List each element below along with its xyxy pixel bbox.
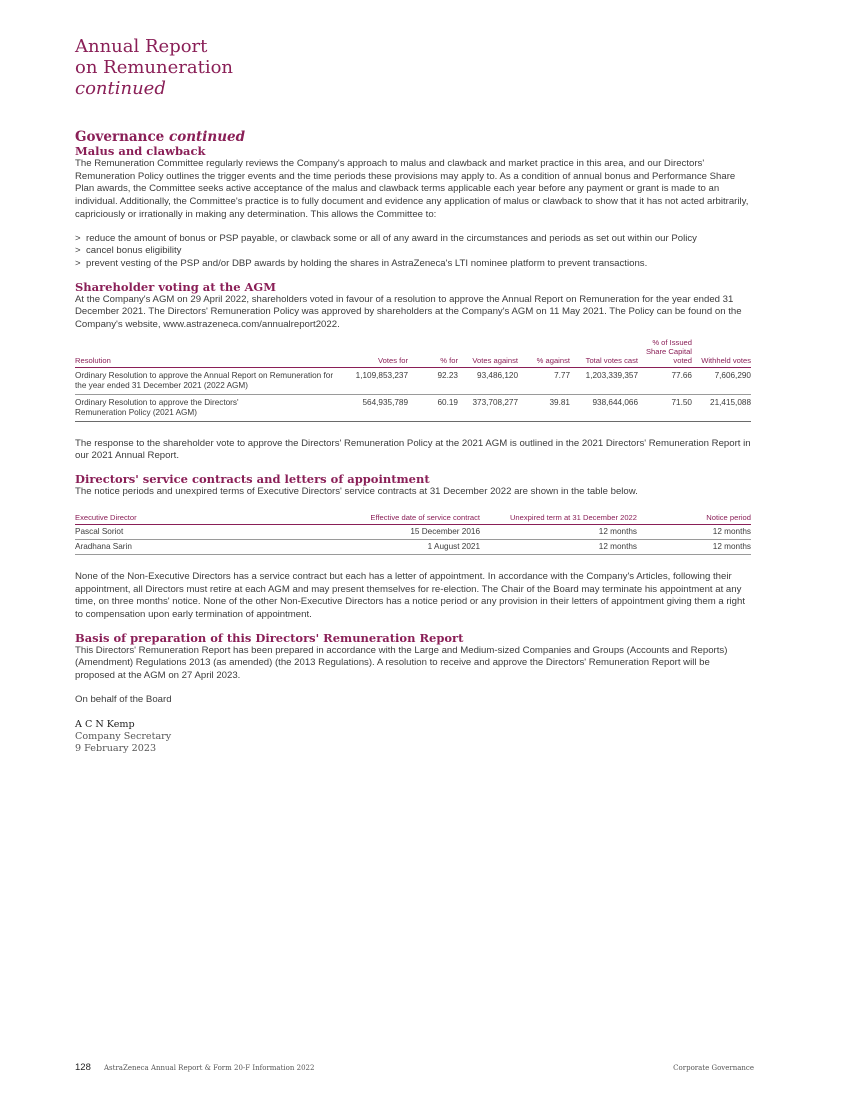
signatory-role: Company Secretary [75, 731, 172, 743]
list-item: > cancel bonus eligibility [75, 245, 751, 258]
main-content [75, 130, 751, 755]
service-contracts-table [75, 513, 751, 555]
basis-heading: Basis of preparation of this Directors' Remuneration Report [75, 630, 464, 645]
voting-heading: Shareholder voting at the AGM [75, 279, 276, 294]
cell-pct-issued: 77.66 [638, 367, 692, 394]
cell-pct-for: 92.23 [408, 367, 458, 394]
col-pct-against: % against [518, 338, 570, 368]
table-row [75, 539, 751, 554]
section-label: Corporate Governance [673, 1064, 754, 1072]
col-executive-director: Executive Director [75, 513, 275, 525]
cell-unexpired-term: 12 months [480, 524, 637, 539]
table-row [75, 367, 751, 394]
signatory-name: A C N Kemp [75, 719, 135, 731]
cell-total-votes: 1,203,339,357 [570, 367, 638, 394]
cell-votes-against: 373,708,277 [458, 394, 518, 421]
publication-title: AstraZeneca Annual Report & Form 20-F Information 2022 [104, 1064, 315, 1072]
cell-votes-for: 1,109,853,237 [347, 367, 408, 394]
list-item: > prevent vesting of the PSP and/or DBP awards by holding the shares in AstraZeneca's LTI nominee platform to prevent transactions. [75, 258, 751, 271]
cell-votes-against: 93,486,120 [458, 367, 518, 394]
cell-withheld: 21,415,088 [692, 394, 751, 421]
cell-unexpired-term: 12 months [480, 539, 637, 554]
page-title [75, 36, 233, 99]
cell-pct-against: 7.77 [518, 367, 570, 394]
signature-block [75, 719, 751, 755]
voting-body: At the Company's AGM on 29 April 2022, shareholders voted in favour of a resolution to approve the Annual Report on Remuneration for the year ended 31 December 2021. The Directors' Remuneration Policy was approved by shareholders at the Company's AGM on 11 May 2021. The Policy can be found on the Company's website, www.astrazeneca.com/annualreport2022. [75, 293, 742, 331]
col-withheld: Withheld votes [692, 338, 751, 368]
cell-total-votes: 938,644,066 [570, 394, 638, 421]
col-votes-for: Votes for [347, 338, 408, 368]
cell-director: Aradhana Sarin [75, 539, 275, 554]
contracts-heading: Directors' service contracts and letters of appointment [75, 472, 430, 487]
cell-director: Pascal Soriot [75, 524, 275, 539]
page-footer [75, 1062, 754, 1076]
table-row [75, 524, 751, 539]
cell-withheld: 7,606,290 [692, 367, 751, 394]
malus-body: The Remuneration Committee regularly reviews the Company's approach to malus and clawback and market practice in this area, and our Directors' Remuneration Policy outlines the trigger events and the time periods these provisions may apply to. As a condition of annual bonus and Performance Share Plan awards, the Committee seeks active acceptance of the malus and clawback terms applicable each year before any payment or grant is made to an individual. Additionally, the Committee's practice is to fully document and evidence any application of malus or clawback to show that it has not acted arbitrarily, capriciously or irrationally in making any determination. This allows the Committee to: [75, 158, 749, 220]
signoff-date: 9 February 2023 [75, 743, 157, 755]
col-notice-period: Notice period [637, 513, 751, 525]
col-pct-issued: % of Issued Share Capital voted [638, 338, 692, 368]
list-item: > reduce the amount of bonus or PSP payable, or clawback some or all of any award in the circumstances and periods as set out within our Policy [75, 233, 722, 246]
malus-bullets [75, 233, 751, 271]
table-header-row [75, 513, 751, 525]
contracts-body: The notice periods and unexpired terms of Executive Directors' service contracts at 31 December 2022 are shown in the table below. [75, 486, 638, 498]
cell-resolution: Ordinary Resolution to approve the Directors' Remuneration Policy (2021 AGM) [75, 394, 347, 421]
cell-effective-date: 1 August 2021 [275, 539, 480, 554]
voting-response: The response to the shareholder vote to approve the Directors' Remuneration Policy at the 2021 AGM is outlined in the 2021 Directors' Remuneration Report in our 2021 Annual Report. [75, 437, 751, 462]
on-behalf-text: On behalf of the Board [75, 693, 172, 705]
basis-body: This Directors' Remuneration Report has been prepared in accordance with the Large and Medium-sized Companies and Groups (Accounts and Reports) (Amendment) Regulations 2013 (as amended) (the 2013 Regulations). A resolution to receive and approve the Directors' Remuneration Report will be proposed at the AGM on 27 April 2023. [75, 644, 728, 682]
cell-pct-for: 60.19 [408, 394, 458, 421]
cell-pct-against: 39.81 [518, 394, 570, 421]
table-header-row [75, 338, 751, 368]
title-line-2: on Remuneration [75, 57, 234, 78]
cell-votes-for: 564,935,789 [347, 394, 408, 421]
col-unexpired-term: Unexpired term at 31 December 2022 [480, 513, 637, 525]
col-resolution: Resolution [75, 338, 347, 368]
title-line-3: continued [75, 78, 166, 99]
non-executive-text: None of the Non-Executive Directors has a service contract but each has a letter of appointment. In accordance with the Company's Articles, following their appointment, all Directors must retire at each AGM and may present themselves for re-election. The Chair of the Board may terminate his appointment at any time, on three months' notice. None of the other Non-Executive Directors has a notice period or any provision in their letters of appointment giving them a right to compensation upon early termination of appointment. [75, 570, 746, 620]
col-total-votes: Total votes cast [570, 338, 638, 368]
cell-effective-date: 15 December 2016 [275, 524, 480, 539]
col-pct-for: % for [408, 338, 458, 368]
cell-notice-period: 12 months [637, 539, 751, 554]
cell-notice-period: 12 months [637, 524, 751, 539]
page-number: 128 [75, 1062, 91, 1073]
col-votes-against: Votes against [458, 338, 518, 368]
malus-heading: Malus and clawback [75, 144, 206, 158]
governance-heading: Governance continued [75, 129, 246, 145]
voting-table [75, 338, 751, 422]
title-line-1: Annual Report [75, 36, 208, 57]
col-effective-date: Effective date of service contract [275, 513, 480, 525]
table-row [75, 394, 751, 421]
cell-resolution: Ordinary Resolution to approve the Annual Report on Remuneration for the year ended 31 December 2021 (2022 AGM) [75, 367, 347, 394]
cell-pct-issued: 71.50 [638, 394, 692, 421]
